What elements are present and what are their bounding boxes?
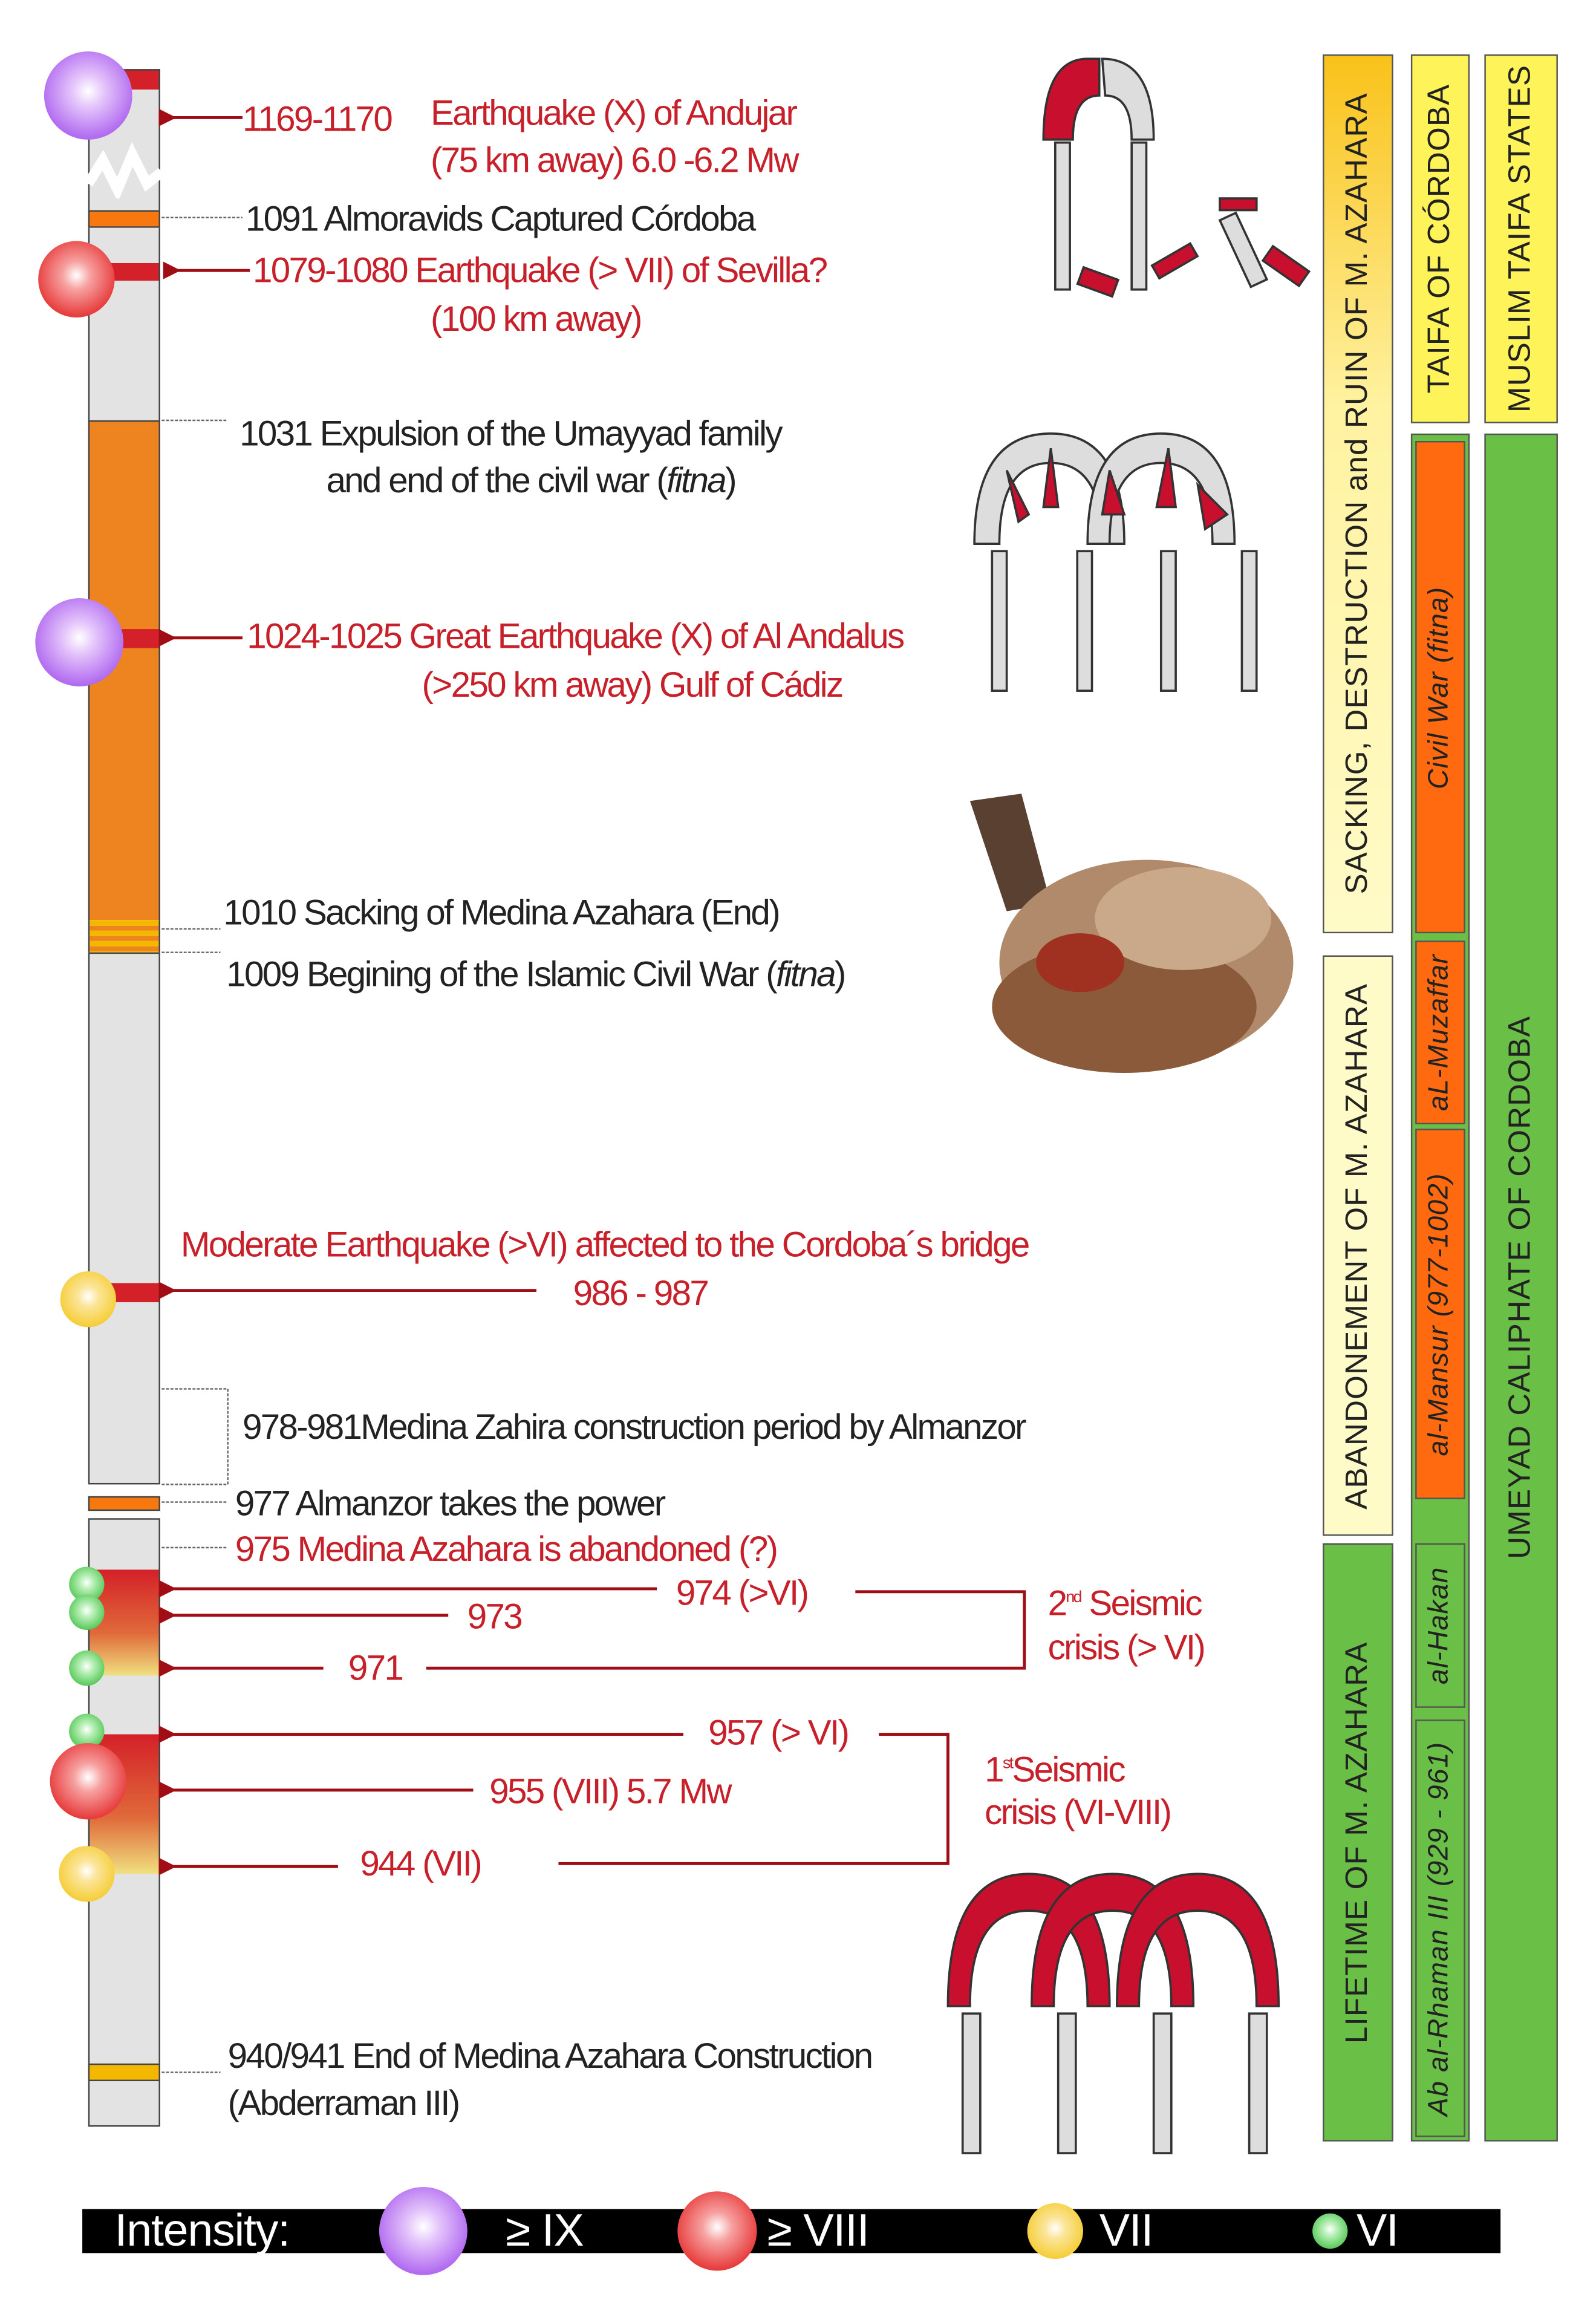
event-986-years: 986 - 987 (573, 1274, 708, 1314)
period-label: SACKING, DESTRUCTION and RUIN OF M. AZAHARA (1340, 93, 1375, 895)
text: Seismic (1012, 1750, 1124, 1790)
event-955: 955 (VIII) 5.7 Mw (489, 1772, 731, 1813)
crisis-2-title (1048, 1577, 1201, 1625)
period-label: Civil War (fitna) (1424, 585, 1455, 789)
period-lifetime (1323, 1543, 1393, 2142)
event-944: 944 (VII) (360, 1844, 481, 1885)
event-1169-detail: (75 km away) 6.0 -6.2 Mw (431, 141, 798, 181)
text-italic: fitna (666, 461, 726, 501)
legend-viii-label: ≥ VIII (767, 2205, 869, 2257)
text: ) (834, 955, 845, 996)
period-label: aL-Muzaffar (1424, 954, 1455, 1112)
event-973: 973 (467, 1597, 522, 1638)
ruined-arches-illustration (1029, 51, 1323, 308)
legend-vii-icon (1028, 2203, 1083, 2259)
intensity-viii-marker-955 (50, 1743, 126, 1819)
legend-viii-icon (677, 2191, 757, 2270)
period-taifa-cordoba (1411, 54, 1470, 423)
legend-ix-icon (379, 2187, 467, 2275)
text: and end of the civil war ( (326, 461, 667, 501)
legend-vi-label: VI (1356, 2205, 1398, 2257)
event-1031-line1: 1031 Expulsion of the Umayyad family (239, 414, 781, 454)
event-1031-line2 (326, 461, 735, 503)
period-label: MUSLIM TAIFA STATES (1503, 65, 1537, 413)
legend-ix-label: ≥ IX (505, 2205, 584, 2257)
event-1010: 1010 Sacking of Medina Azahara (End) (223, 893, 779, 934)
period-label: al-Mansur (977-1002) (1424, 1172, 1455, 1456)
event-978: 978-981Medina Zahira construction period by Almanzor (242, 1408, 1025, 1448)
legend-title: Intensity: (114, 2205, 290, 2257)
event-986-title: Moderate Earthquake (>VI) affected to the Cordoba´s bridge (180, 1225, 1029, 1266)
intensity-viii-marker-1079 (38, 241, 114, 318)
event-977: 977 Almanzor takes the power (235, 1484, 665, 1525)
intensity-vii-marker-944 (59, 1846, 114, 1902)
period-label: Ab al-Rhaman III (929 - 961) (1424, 1741, 1455, 2116)
period-rhaman (1415, 1719, 1465, 2137)
period-caliphate (1484, 434, 1558, 2142)
period-label: UMEYAD CALIPHATE OF CORDOBA (1503, 1015, 1537, 1560)
event-940-detail: (Abderraman III) (227, 2084, 459, 2124)
event-1079-detail: (100 km away) (431, 299, 641, 340)
period-label: al-Hakan (1424, 1566, 1455, 1684)
event-974: 974 (>VI) (676, 1574, 808, 1614)
period-sacking (1323, 54, 1393, 933)
event-971: 971 (348, 1649, 403, 1689)
event-1024-title: 1024-1025 Great Earthquake (X) of Al Andalus (247, 617, 904, 657)
crisis-1-range: crisis (VI-VIII) (985, 1793, 1171, 1833)
crisis-1-title (985, 1743, 1124, 1791)
period-label: TAIFA OF CÓRDOBA (1422, 83, 1457, 394)
intensity-vi-marker-971 (69, 1651, 104, 1686)
period-civil-war (1415, 441, 1465, 933)
period-label: ABANDONEMENT OF M. AZAHARA (1340, 982, 1375, 1509)
text: 2 (1047, 1584, 1066, 1625)
period-label: LIFETIME OF M. AZAHARA (1340, 1641, 1375, 2044)
crisis-2-range: crisis (> VI) (1047, 1628, 1205, 1669)
event-1079-title: 1079-1080 Earthquake (> VII) of Sevilla? (252, 251, 827, 292)
period-abandonement (1323, 956, 1393, 1536)
text: Seismic (1080, 1584, 1201, 1625)
event-1009 (226, 956, 844, 997)
text: 1009 Begining of the Islamic Civil War ( (226, 955, 776, 996)
intensity-vi-marker-973 (69, 1595, 104, 1630)
intensity-ix-marker-1169 (44, 51, 132, 140)
text: ) (725, 461, 735, 501)
legend-vi-icon (1312, 2214, 1347, 2249)
period-hakan (1415, 1543, 1465, 1708)
text: st (1002, 1755, 1012, 1773)
intact-arches-illustration (940, 1866, 1300, 2168)
battle-scene-illustration (963, 786, 1294, 1095)
text: 1 (985, 1750, 1003, 1790)
intensity-vii-marker-986 (60, 1271, 116, 1327)
event-1091: 1091 Almoravids Captured Córdoba (245, 200, 755, 240)
period-taifa-states (1484, 54, 1558, 423)
intensity-ix-marker-1024 (35, 598, 123, 686)
event-1169-title: Earthquake (X) of Andujar (431, 94, 796, 134)
event-1024-detail: (>250 km away) Gulf of Cádiz (422, 665, 842, 706)
legend-vii-label: VII (1099, 2205, 1153, 2257)
period-mansur (1415, 1129, 1465, 1499)
damaged-arches-illustration (963, 426, 1301, 699)
event-1169-year: 1169-1170 (242, 100, 392, 140)
intensity-legend (82, 2205, 1500, 2257)
event-957: 957 (> VI) (708, 1713, 848, 1754)
event-975: 975 Medina Azahara is abandoned (?) (235, 1530, 777, 1570)
event-940-title: 940/941 End of Medina Azahara Construction (227, 2037, 872, 2077)
period-muzaffar (1415, 940, 1465, 1124)
text: nd (1066, 1588, 1081, 1607)
text-italic: fitna (775, 955, 835, 996)
